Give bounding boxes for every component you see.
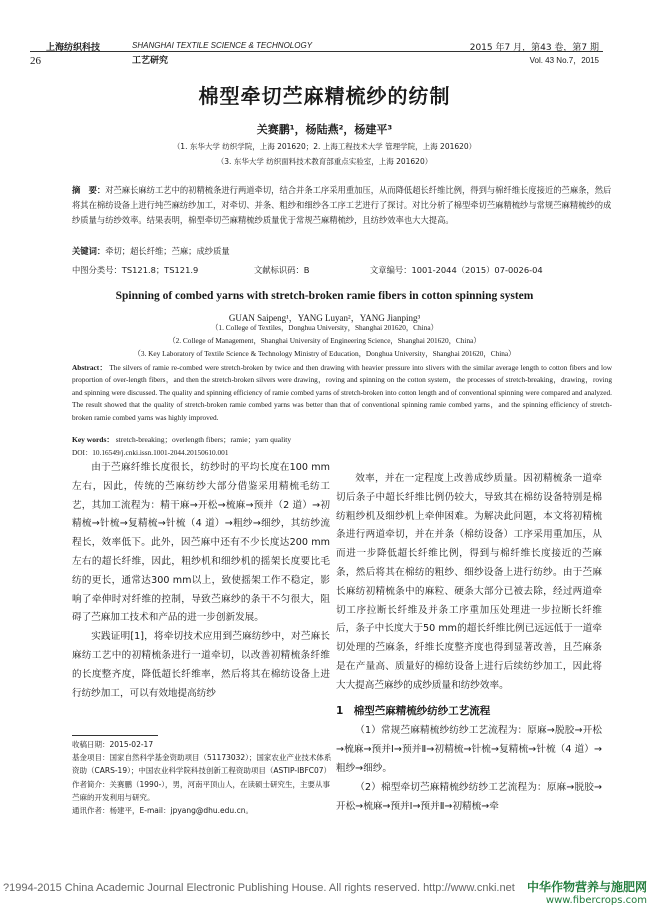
- clc-value: TS121.8；TS121.9: [121, 265, 199, 275]
- affiliation-1: （1. 东华大学 纺织学院，上海 201620；2. 上海工程技术大学 管理学院，上海 201620）: [172, 142, 477, 151]
- copyright-footer: ?1994-2015 China Academic Journal Electronic Publishing House. All rights reserved. http://www.cnki.net: [3, 882, 515, 894]
- article-no-label: 文章编号：: [370, 265, 412, 275]
- abstract-en-label: Abstract：: [72, 363, 108, 372]
- paper-title-en: Spinning of combed yarns with stretch-broken ramie fibers in cotton spinning system: [115, 290, 534, 302]
- affiliation-en-3: （3. Key Laboratory of Textile Science & Technology Ministry of Education，Donghua University，Shanghai 201620，China）: [133, 349, 516, 358]
- doc-code-value: B: [303, 265, 310, 275]
- keywords-cn-label: 关键词：: [72, 246, 106, 256]
- affiliation-en-2: （2. College of Management，Shanghai University of Engineering Science，Shanghai 201620，China）: [168, 336, 481, 345]
- abstract-cn-label: 摘 要：: [72, 185, 106, 195]
- body-left-column: [72, 459, 330, 703]
- keywords-cn-text: 牵切；超长纤维；苎麻；成纱质量: [105, 246, 230, 256]
- journal-name-en: SHANGHAI TEXTILE SCIENCE & TECHNOLOGY: [132, 41, 313, 50]
- authors: 关赛鹏¹，杨陆燕²，杨建平³: [256, 123, 393, 136]
- footnote-corresponding: 通讯作者：杨建平，E-mail：jpyang@dhu.edu.cn。: [72, 806, 253, 816]
- footnote-rule: [72, 735, 158, 736]
- body-paragraph: 实践证明[1]，将牵切技术应用到苎麻纺纱中，对苎麻长麻纺工艺中的初精梳条进行一道牵切，以改善初精梳条纤维的长度整齐度，降低超长纤维率，然后将其在棉纺设备上进行纺纱加工，可以有效地提高纺纱: [72, 631, 330, 699]
- clc-label: 中图分类号：: [72, 265, 122, 275]
- footnote-author-bio: 作者简介：关赛鹏（1990-），男，河南平顶山人，在读硕士研究生，主要从事苎麻的开发利用与研究。: [72, 779, 331, 802]
- footnote-received: 收稿日期：2015-02-17: [72, 740, 154, 749]
- body-paragraph: 效率，并在一定程度上改善成纱质量。因初精梳条一道牵切后条子中超长纤维比例仍较大，导致其在棉纺设备特别是棉纺粗纱机及细纱机上牵伸困难。为解决此问题，本文将初精梳条进行两道牵切，并在并条（棉纺设备）工序采用重加压，从而进一步降低超长纤维比例，得到与棉纤维长度接近的苎麻条，然后将其在棉纺的粗纱、细纱设备上进行纺纱。由于苎麻长麻纺初精梳条中的麻粒、硬条大部分已被去除，经过两道牵切工序拉断长纤维及并条工序重加压处理进一步拉断长纤维后，条子中长度大于50 mm的超长纤维比例已远远低于一道牵切处理的苎麻条，纤维长度整齐度也得到显著改善，且苎麻条是在产量高、质量好的棉纺设备上进行后续纺纱加工，因此将大大提高苎麻纱的成纱质量和纺纱效率。: [336, 473, 602, 691]
- keywords-cn: [72, 245, 230, 257]
- abstract-cn: [72, 183, 612, 229]
- issue-date: 2015 年7 月，第43 卷，第7 期: [469, 43, 599, 53]
- keywords-en: [72, 434, 291, 445]
- clc-number: [72, 264, 198, 276]
- body-paragraph: 由于苎麻纤维长度很长，纺纱时的平均长度在100 mm左右，因此，传统的苎麻纺纱大部分借鉴采用精梳毛纺工艺，其加工流程为：精干麻→开松→梳麻→预并（2 道）→初精梳→针梳→复精梳→针梳（4 道）→粗纱→细纱，其纺纱流程长，效率低下。此外，因苎麻中还有不少长度达200 mm左右的超长纤维，因此，粗纱机和细纱机的摇架长度要比毛纺的更长，通常达300 mm以上，致使摇架工作不稳定，影响了牵伸时对纤维的控制，导致苎麻纱的条干不匀很大，阻碍了苎麻加工技术和产品的进一步创新发展。: [72, 462, 330, 624]
- authors-en: GUAN Saipeng¹，YANG Luyan²，YANG Jianping³: [228, 313, 421, 323]
- footnotes: [72, 738, 334, 817]
- doc-code-label: 文献标识码：: [254, 265, 304, 275]
- watermark-cn: 中华作物营养与施肥网: [526, 880, 647, 894]
- header-rule: [30, 51, 603, 52]
- body-right-column: [336, 470, 602, 816]
- process-item: （1）常规苎麻精梳纱纺纱工艺流程为：原麻→脱胶→开松→梳麻→预并Ⅰ→预并Ⅱ→初精梳→针梳→复精梳→针梳（4 道）→粗纱→细纱。: [336, 725, 602, 774]
- doi: DOI：10.16549/j.cnki.issn.1001-2044.20150610.001: [72, 448, 229, 457]
- journal-name-cn: 上海纺织科技: [46, 43, 101, 53]
- volume-info: Vol. 43 No.7，2015: [529, 56, 599, 65]
- article-number: [370, 264, 543, 276]
- abstract-cn-text: 对苎麻长麻纺工艺中的初精梳条进行两道牵切，结合并条工序采用重加压，从而降低超长纤维比例，得到与棉纤维长度接近的苎麻条，然后将其在棉纺设备上进行纯苎麻纺纱加工，对牵切、并条、粗纱和细纱各工序工艺进行了探讨。对比分析了棉型牵切苎麻精梳纱与常规苎麻精梳纱的成纱质量与纺纱效率。结果表明，棉型牵切苎麻精梳纱质量优于常规苎麻精梳纱，且纺纱效率也大大提高。: [72, 185, 612, 226]
- watermark: [527, 880, 647, 908]
- section-heading: 1 棉型苎麻精梳纱纺纱工艺流程: [336, 704, 491, 717]
- article-no-value: 1001-2044（2015）07-0026-04: [411, 265, 543, 275]
- abstract-en: [72, 362, 612, 424]
- column-title: 工艺研究: [132, 56, 169, 66]
- keywords-en-text: stretch-breaking；overlength fibers；ramie；yarn quality: [115, 435, 292, 444]
- page-number: 26: [30, 55, 41, 67]
- paper-title: 棉型牵切苎麻精梳纱的纺制: [198, 84, 451, 108]
- watermark-url: www.fibercrops.com: [545, 895, 647, 906]
- affiliation-en-1: （1. College of Textiles，Donghua University，Shanghai 201620，China）: [211, 323, 438, 332]
- process-item: （2）棉型牵切苎麻精梳纱纺纱工艺流程为：原麻→脱胶→开松→梳麻→预并Ⅰ→预并Ⅱ→初精梳→牵: [336, 781, 602, 812]
- affiliation-2: （3. 东华大学 纺织面料技术教育部重点实验室，上海 201620）: [216, 157, 433, 166]
- abstract-en-text: The silvers of ramie re-combed were stretch-broken by twice and then drawing with heavier pressure into slivers with the similar average length to cotton fibers and low proportion of over-length fibers，and then the stretch-broken silvers were drawing，roving and spinning on the cotton system，the processes of stretch-breaking，drawing，roving and spinning were discussed. The quality and spinning efficiency of ramie combed yarns of stretch-broken into cotton length and of conventional spinning were compared and analyzed. The result showed that the quality of stretch-broken ramie combed yarns was better than that of conventional spinning ramie combed yarns，and the spinning efficiency of stretch-broken ramie combed yarns was highly improved.: [72, 363, 612, 422]
- keywords-en-label: Key words：: [72, 435, 114, 444]
- document-code: [254, 264, 310, 276]
- footnote-funding: 基金项目：国家自然科学基金资助项目（51173032）；国家农业产业技术体系资助（CARS-19）；中国农业科学院科技创新工程资助项目（ASTIP-IBFC07）: [72, 753, 332, 776]
